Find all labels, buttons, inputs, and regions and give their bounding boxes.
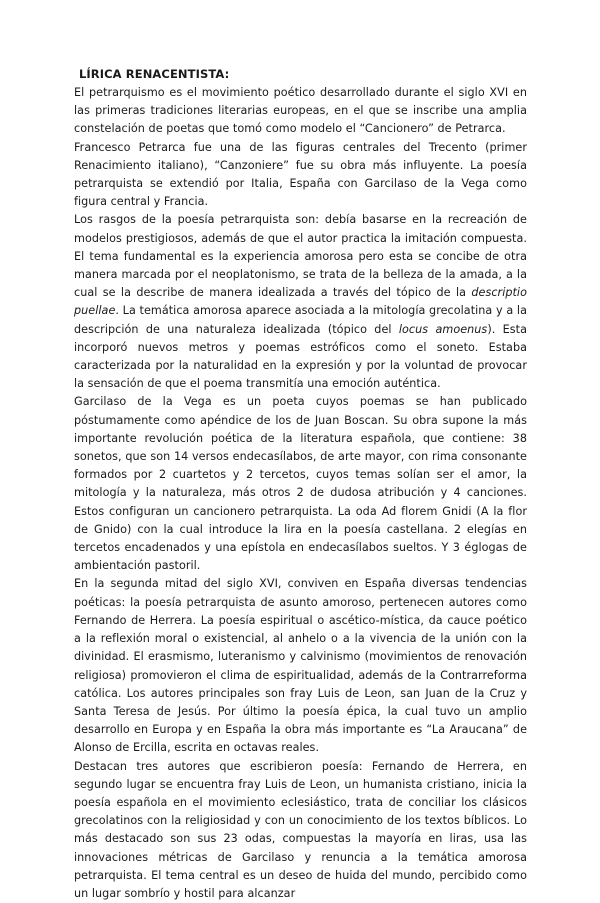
- paragraph-garcilaso: Garcilaso de la Vega es un poeta cuyos poemas se han publicado póstumamente como apéndice de los de Juan Boscan. Su obra supone la más importante revolución poética de la literatura española, que contiene: 38 sonetos, que son 14 versos endecasílabos, de arte mayor, con rima consonante formados por 2 cuartetos y 2 tercetos, cuyos temas solían ser el amor, la mitología y la naturaleza, más otros 2 de dudosa atribución y 4 canciones. Estos configuran un cancionero petrarquista. La oda Ad florem Gnidi (A la flor de Gnido) con la cual introduce la lira en la poesía castellana. 2 elegías en tercetos encadenados y una epístola en endecasílabos sueltos. Y 3 églogas de ambientación pastoril.: [74, 395, 527, 573]
- paragraph-segunda-mitad: En la segunda mitad del siglo XVI, conviven en España diversas tendencias poéticas: la poesía petrarquista de asunto amoroso, pertenecen autores como Fernando de Herrera. La poesía espiritual o ascético-mística, da cauce poético a la reflexión moral o existencial, al anhelo o a la vivencia de la unión con la divinidad. El erasmismo, luteranismo y calvinismo (movimientos de renovación religiosa) promovieron el clima de espiritualidad, además de la Contrarreforma católica. Los autores principales son fray Luis de Leon, san Juan de la Cruz y Santa Teresa de Jesús. Por último la poesía épica, la cual tuvo un amplio desarrollo en Europa y en España la obra más importante es “La Araucana” de Alonso de Ercilla, escrita en octavas reales.: [74, 577, 527, 755]
- paragraph-rasgos-italic-descriptio: descriptio puellae: [74, 286, 527, 318]
- paragraph-rasgos-italic-locus: locus amoenus: [398, 322, 488, 336]
- paragraph-petrarquismo: El petrarquismo es el movimiento poético desarrollado durante el siglo XVI en las primeras tradiciones literarias europeas, en el que se inscribe una amplia constelación de poetas que tomó como modelo el “Cancionero” de Petrarca.: [74, 86, 527, 136]
- paragraph-rasgos: [74, 211, 527, 393]
- paragraph-rasgos-part1: Los rasgos de la poesía petrarquista son: debía basarse en la recreación de modelos prestigiosos, además de que el autor practica la imitación compuesta. El tema fundamental es la experiencia amorosa pero esta se concibe de otra manera marcada por el neoplatonismo, se trata de la belleza de la amada, a la cual se la describe de manera idealizada a través del tópico de la: [74, 213, 527, 300]
- paragraph-petrarca: Francesco Petrarca fue una de las figuras centrales del Trecento (primer Renacimiento italiano), “Canzoniere” fue su obra más influyente. La poesía petrarquista se extendió por Italia, España con Garcilaso de la Vega como figura central y Francia.: [74, 140, 527, 209]
- paragraph-tres-autores: Destacan tres autores que escribieron poesía: Fernando de Herrera, en segundo lugar se encuentra fray Luis de Leon, un humanista cristiano, inicia la poesía española en el movimiento eclesiástico, trata de conciliar los clásicos grecolatinos con la religiosidad y con un conocimiento de los textos bíblicos. Lo más destacado son sus 23 odas, compuestas la mayoría en liras, usa las innovaciones métricas de Garcilaso y renuncia a la temática amorosa petrarquista. El tema central es un deseo de huida del mundo, percibido como un lugar sombrío y hostil para alcanzar: [74, 759, 527, 900]
- document-page: [74, 66, 527, 903]
- paragraph-rasgos-part3: ). Esta incorporó nuevos metros y poemas estróficos como el soneto. Estaba caracterizada por la naturalidad en la expresión y por la voluntad de provocar la sensación de que el poema transmitía una emoción auténtica.: [74, 322, 527, 391]
- document-title: LÍRICA RENACENTISTA:: [79, 67, 230, 81]
- paragraph-rasgos-part2: . La temática amorosa aparece asociada a la mitología grecolatina y a la descripción de una naturaleza idealizada (tópico del: [74, 304, 527, 336]
